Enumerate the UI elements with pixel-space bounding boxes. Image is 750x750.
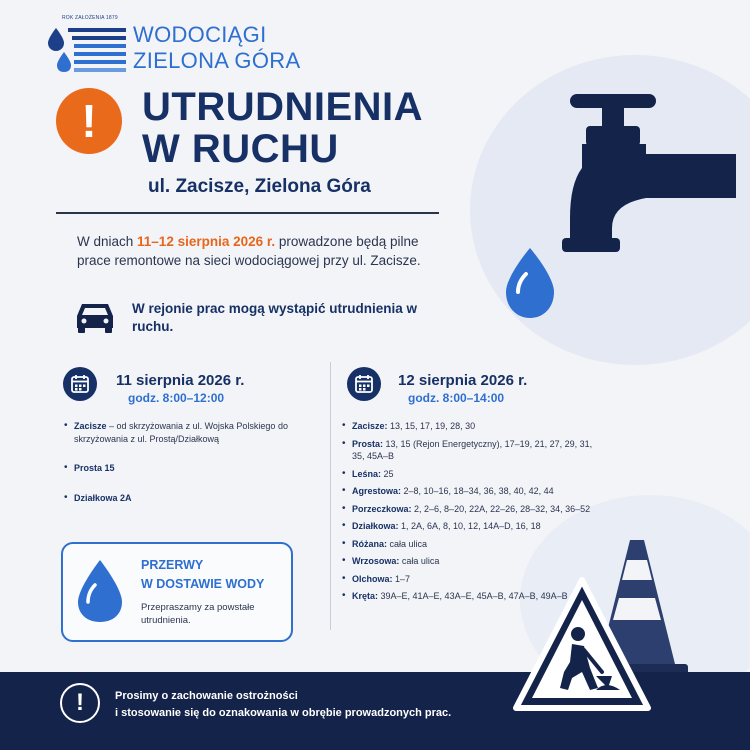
list-item: • Leśna: 25 [342, 468, 604, 481]
footer-text: Prosimy o zachowanie ostrożności i stosowanie się do oznakowania w obrębie prowadzonych prac. [115, 690, 452, 719]
list-item: • Działkowa: 1, 2A, 6A, 8, 10, 12, 14A–D, 16, 18 [342, 520, 604, 533]
list-item: • Porzeczkowa: 2, 2–6, 8–20, 22A, 22–26, 28–32, 34, 36–52 [342, 503, 604, 516]
day1-street-list [64, 420, 314, 521]
logo-line-2: ZIELONA GÓRA [133, 48, 301, 73]
list-item: • Olchowa: 1–7 [342, 573, 604, 586]
car-icon [74, 300, 116, 334]
column-divider [330, 362, 331, 630]
header-divider [56, 212, 439, 214]
list-item: • Kręta: 39A–E, 41A–E, 43A–E, 45A–B, 47A–B, 49A–B [342, 590, 604, 603]
intro-paragraph [77, 232, 432, 270]
list-item: • Prosta 15 [64, 462, 314, 475]
list-item: • Działkowa 2A [64, 492, 314, 505]
list-item: • Różana: cała ulica [342, 538, 604, 551]
list-item: • Wrzosowa: cała ulica [342, 555, 604, 568]
page-subtitle: ul. Zacisze, Zielona Góra [148, 176, 371, 197]
list-item: • Agrestowa: 2–8, 10–16, 18–34, 36, 38, 40, 42, 44 [342, 485, 604, 498]
info-icon: ! [60, 683, 100, 723]
road-works-sign-icon [512, 576, 652, 716]
list-item: • Zacisze – od skrzyżowania z ul. Wojska Polskiego do skrzyżowania z ul. Prostą/Działkową [64, 420, 314, 445]
calendar-icon [63, 367, 97, 401]
alert-icon: ! [56, 88, 122, 154]
traffic-note: W rejonie prac mogą wystąpić utrudnienia w ruchu. [132, 301, 418, 334]
logo-tagline: ROK ZAŁOŻENIA 1879 [62, 15, 118, 21]
intro-dates: 11–12 sierpnia 2026 r. [137, 234, 276, 249]
intro-text-before: W dniach [77, 234, 138, 249]
day1-time: godz. 8:00–12:00 [128, 391, 225, 405]
water-drop-icon [76, 558, 124, 624]
intro-text-after: prowadzone będą pilne prace remontowe na sieci wodociągowej przy ul. Zacisze. [77, 234, 421, 268]
list-item: • Prosta: 13, 15 (Rejon Energetyczny), 17–19, 21, 27, 29, 31, 35, 45A–B [342, 438, 604, 463]
list-item: • Zacisze: 13, 15, 17, 19, 28, 30 [342, 420, 604, 433]
day1-title: 11 sierpnia 2026 r. [116, 372, 245, 389]
logo-text [133, 22, 300, 74]
calendar-icon [347, 367, 381, 401]
water-box-title: PRZERWY W DOSTAWIE WODY [141, 558, 265, 591]
faucet-icon [500, 88, 736, 324]
logo-line-1: WODOCIĄGI [133, 22, 267, 47]
page-title: UTRUDNIENIA W RUCHU [142, 85, 424, 171]
day2-title: 12 sierpnia 2026 r. [398, 372, 528, 389]
day2-time: godz. 8:00–14:00 [408, 391, 505, 405]
water-box-text: Przepraszamy za powstałe utrudnienia. [141, 602, 255, 626]
